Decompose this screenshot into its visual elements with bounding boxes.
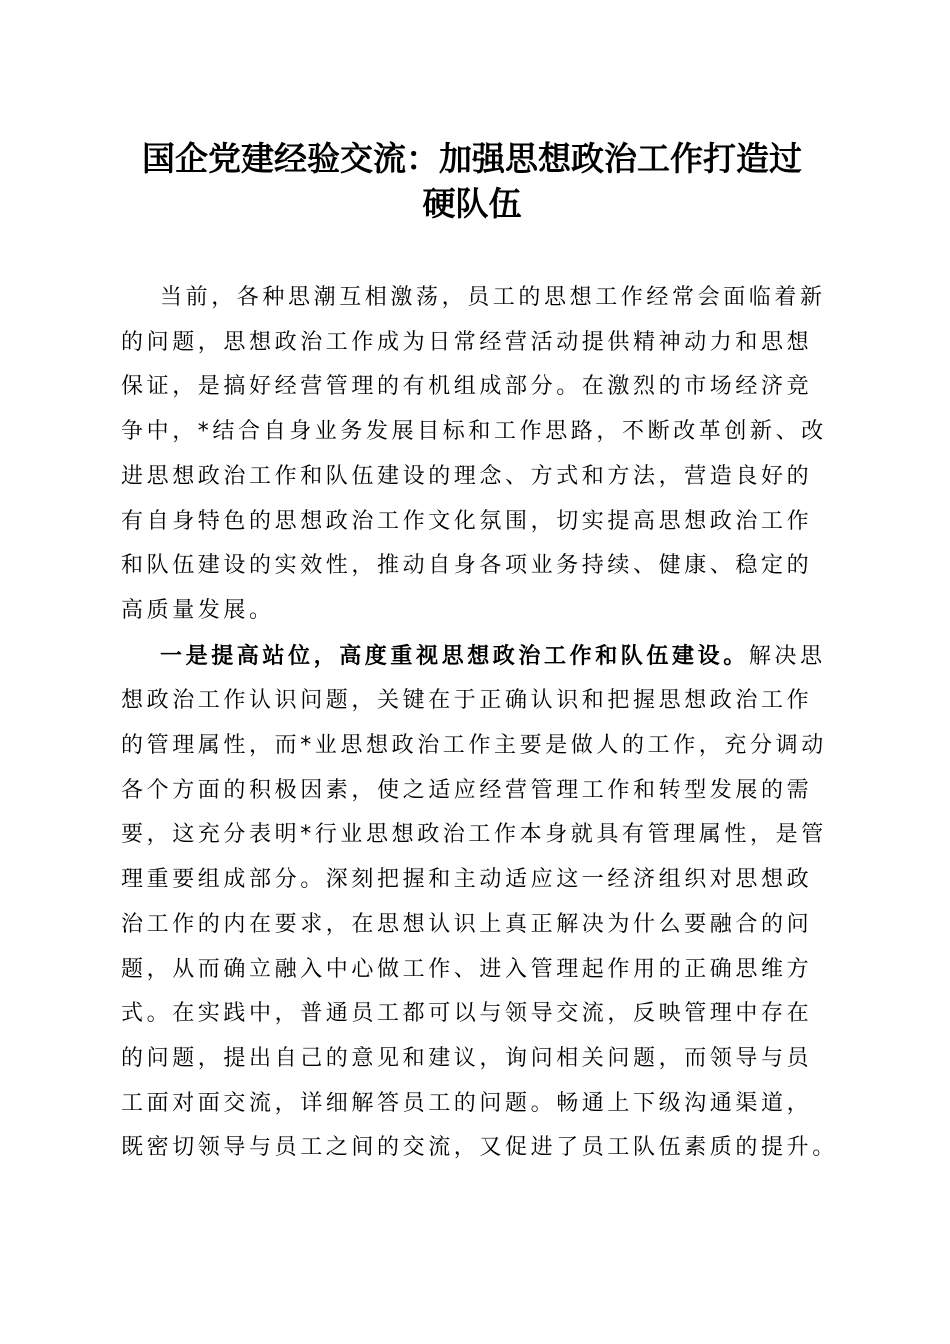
text-line: 的问题，提出自己的意见和建议，询问相关问题，而领导与员 <box>121 1045 813 1071</box>
text-line: 保证，是搞好经营管理的有机组成部分。在激烈的市场经济竞 <box>121 374 813 400</box>
text-line: 各个方面的积极因素，使之适应经营管理工作和转型发展的需 <box>121 777 813 803</box>
paragraph-point-one <box>121 634 838 1171</box>
text-line-rest: 解决思 <box>748 643 826 669</box>
text-line: 治工作的内在要求，在思想认识上真正解决为什么要融合的问 <box>121 911 813 937</box>
text-line: 题，从而确立融入中心做工作、进入管理起作用的正确思维方 <box>121 956 813 982</box>
text-line: 工面对面交流，详细解答员工的问题。畅通上下级沟通渠道， <box>121 1090 813 1116</box>
text-line: 理重要组成部分。深刻把握和主动适应这一经济组织对思想政 <box>121 867 813 893</box>
text-line: 的问题，思想政治工作成为日常经营活动提供精神动力和思想 <box>121 329 813 355</box>
text-line: 和队伍建设的实效性，推动自身各项业务持续、健康、稳定的 <box>121 553 813 579</box>
text-line: 高质量发展。 <box>121 597 275 623</box>
text-line: 进思想政治工作和队伍建设的理念、方式和方法，营造良好的 <box>121 463 813 489</box>
title-line-1: 国企党建经验交流：加强思想政治工作打造过 <box>142 139 802 178</box>
title-line-2: 硬队伍 <box>422 184 522 223</box>
text-line: 式。在实践中，普通员工都可以与领导交流，反映管理中存在 <box>121 1001 813 1027</box>
document-body <box>121 276 838 1171</box>
text-line-first <box>121 634 831 680</box>
text-line: 有自身特色的思想政治工作文化氛围，切实提高思想政治工作 <box>121 508 813 534</box>
text-line: 要，这充分表明*行业思想政治工作本身就具有管理属性，是管 <box>121 822 827 848</box>
text-line: 的管理属性，而*业思想政治工作主要是做人的工作，充分调动 <box>121 733 827 759</box>
text-line: 想政治工作认识问题，关键在于正确认识和把握思想政治工作 <box>121 688 813 714</box>
text-line: 当前，各种思潮互相激荡，员工的思想工作经常会面临着新 <box>160 285 826 310</box>
document-title <box>110 136 834 226</box>
text-line: 争中，*结合自身业务发展目标和工作思路，不断改革创新、改 <box>121 419 827 445</box>
section-lead-heading: 一是提高站位，高度重视思想政治工作和队伍建设。 <box>160 642 749 669</box>
text-line: 既密切领导与员工之间的交流，又促进了员工队伍素质的提升。 <box>121 1135 838 1161</box>
paragraph-intro <box>121 276 831 634</box>
